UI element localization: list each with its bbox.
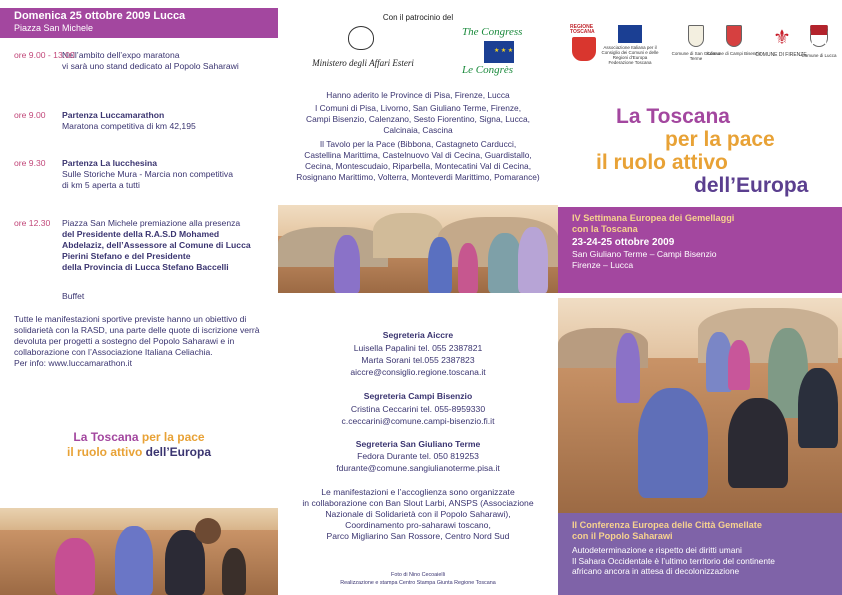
tavolo-pace: Il Tavolo per la Pace (Bibbona, Castagneto Carducci, Castellina Marittima, Castelnuovo Val di Cecina, Guardistallo, Cecina, Montescudaio, Riparbella, Montecatini Val di Cecina, Rosignano Marittimo, Volterra, Monteverdi Marittimo, Pomarance) (296, 139, 540, 182)
event-places: San Giuliano Terme – Campi Bisenzio (572, 249, 717, 259)
schedule-time: ore 12.30 (14, 218, 51, 228)
schedule-line: Sulle Storiche Mura - Marcia non competitiva (62, 169, 233, 179)
logo-strip: REGIONE TOSCANA Associazione Italiana per il Consiglio dei Comuni e delle Regioni d’Europa Federazione Toscana Comune di San Giuliano Terme Comune di Campi Bisenzio ⚜ COMUNE DI FIRENZE Comune di Lucca (570, 24, 837, 65)
slogan-part: dell’Europa (145, 445, 212, 459)
event-box (558, 207, 842, 293)
schedule-line: Partenza La lucchesina (62, 158, 158, 168)
conference-description: Autodeterminazione e rispetto dei diritti umani Il Sahara Occidentale è l’ultimo territorio del continente africano ancora in attesa di decolonizzazione (572, 545, 775, 576)
giglio-icon: ⚜ (773, 27, 791, 49)
eu-flag-icon: ★ ★ ★ (484, 41, 514, 63)
schedule-line: Maratona competitiva di km 42,195 (62, 121, 196, 131)
buffet-label: Buffet (62, 291, 85, 301)
congress-name-fr: Le Congrès (462, 64, 514, 76)
slogan-part: La Toscana (73, 430, 139, 444)
contact-line: Marta Sorani tel.055 2387823 (361, 355, 475, 365)
event-title: IV Settimana Europea dei Gemellaggi (572, 213, 735, 223)
aiccre-flag-icon (618, 25, 642, 43)
patrocinio-label: Con il patrocinio del (382, 13, 454, 22)
print-credit: Realizzazione e stampa Centro Stampa Giunta Regione Toscana (340, 580, 496, 586)
solidarity-text: Tutte le manifestazioni sportive previste hanno un obiettivo di solidarietà con la RASD, una parte delle quote di iscrizione verrà devoluta per progetti a sostegno del Popolo Saharawi e in collaborazione con l’Associazione Italiana Celiachia. (14, 314, 260, 357)
schedule-line: della Provincia di Lucca Stefano Baccelli (62, 262, 229, 272)
email-link[interactable]: c.ceccarini@comune.campi-bisenzio.fi.it (341, 416, 495, 426)
solidarity-paragraph (14, 314, 264, 369)
event-places: Firenze – Lucca (572, 260, 634, 270)
schedule-line: Pierini Stefano e del Presidente (62, 251, 191, 261)
schedule-time: ore 9.00 (14, 110, 46, 120)
title-line-1: La Toscana (616, 105, 730, 128)
republic-emblem-icon (348, 26, 374, 50)
schedule-time: ore 9.00 - 13.00 (14, 50, 75, 60)
saharawi-photo-right (558, 298, 842, 513)
event-subtitle: con la Toscana (572, 224, 638, 234)
congress-logo (458, 26, 528, 82)
schedule-item (14, 50, 276, 72)
title-line-3: il ruolo attivo (596, 151, 728, 174)
event-dates: 23-24-25 ottobre 2009 (572, 237, 675, 248)
slogan-part: il ruolo attivo (66, 445, 143, 459)
saharawi-camp-photo (278, 205, 558, 293)
schedule-item (14, 158, 276, 191)
saharawi-photo-left (0, 508, 278, 595)
conference-subtitle: con il Popolo Saharawi (572, 531, 673, 541)
contact-line: Cristina Ceccarini tel. 055-8959330 (350, 404, 486, 414)
crest-icon (810, 25, 828, 47)
ministero-logo (308, 26, 418, 84)
email-link[interactable]: aiccre@consiglio.regione.toscana.it (350, 367, 486, 377)
conference-box (558, 513, 842, 595)
contact-line: Luisella Papalini tel. 055 2387821 (353, 343, 483, 353)
schedule-line: Abdelaziz, dell’Assessore al Comune di Lucca (62, 240, 251, 250)
schedule-line: Nell’ambito dell’expo maratona (62, 50, 180, 60)
congress-name-en: The Congress (462, 26, 523, 38)
title-line-2: per la pace (665, 128, 775, 151)
contact-line: Fedora Durante tel. 050 819253 (357, 451, 479, 461)
organizzazione-text: Le manifestazioni e l’accoglienza sono organizzate in collaborazione con Ban Slout Larbi, ANSPS (Associazione Nazionale di Solidarietà con il Popolo Saharawi), Coordinamento pro-saharawi toscano, Parco Migliarino San Rossore, Centro Nord Sud (302, 487, 534, 541)
crest-icon (688, 25, 704, 47)
segreteria-sangiuliano-title: Segreteria San Giuliano Terme (355, 439, 481, 449)
event-date: Domenica 25 ottobre 2009 Lucca (14, 10, 186, 22)
conference-title: II Conferenza Europea delle Città Gemellate (572, 520, 762, 530)
adesioni-comuni: I Comuni di Pisa, Livorno, San Giuliano Terme, Firenze, Campi Bisenzio, Calenzano, Sesto Fiorentino, Signa, Lucca, Calcinaia, Cascina (306, 103, 530, 135)
left-panel (0, 0, 278, 595)
date-banner (0, 8, 278, 38)
segreteria-campi-title: Segreteria Campi Bisenzio (363, 391, 473, 401)
right-panel (558, 0, 842, 595)
schedule-line: del Presidente della R.A.S.D Mohamed (62, 229, 220, 239)
title-line-4: dell’Europa (694, 174, 809, 197)
info-link[interactable]: Per info: www.luccamarathon.it (14, 358, 132, 368)
ministero-name: Ministero degli Affari Esteri (312, 58, 414, 68)
schedule-time: ore 9.30 (14, 158, 46, 168)
schedule-line: vi sarà uno stand dedicato al Popolo Saharawi (62, 61, 239, 71)
schedule-item (14, 218, 276, 273)
schedule-line: di km 5 aperta a tutti (62, 180, 140, 190)
crest-icon (726, 25, 742, 47)
middle-panel (278, 0, 558, 595)
adesioni-province: Hanno aderito le Province di Pisa, Firenze, Lucca (326, 90, 510, 100)
pegasus-icon (572, 37, 596, 61)
schedule-line: Partenza Luccamarathon (62, 110, 165, 120)
photo-credit: Foto di Nino Cecoaielli (391, 572, 445, 578)
email-link[interactable]: fdurante@comune.sangiulianoterme.pisa.it (336, 463, 500, 473)
schedule-line: Piazza San Michele premiazione alla presenza (62, 218, 241, 228)
left-slogan (0, 430, 278, 460)
segreteria-aiccre-title: Segreteria Aiccre (382, 330, 454, 340)
event-place: Piazza San Michele (14, 23, 94, 33)
slogan-part: per la pace (141, 430, 205, 444)
schedule-item (14, 110, 276, 132)
